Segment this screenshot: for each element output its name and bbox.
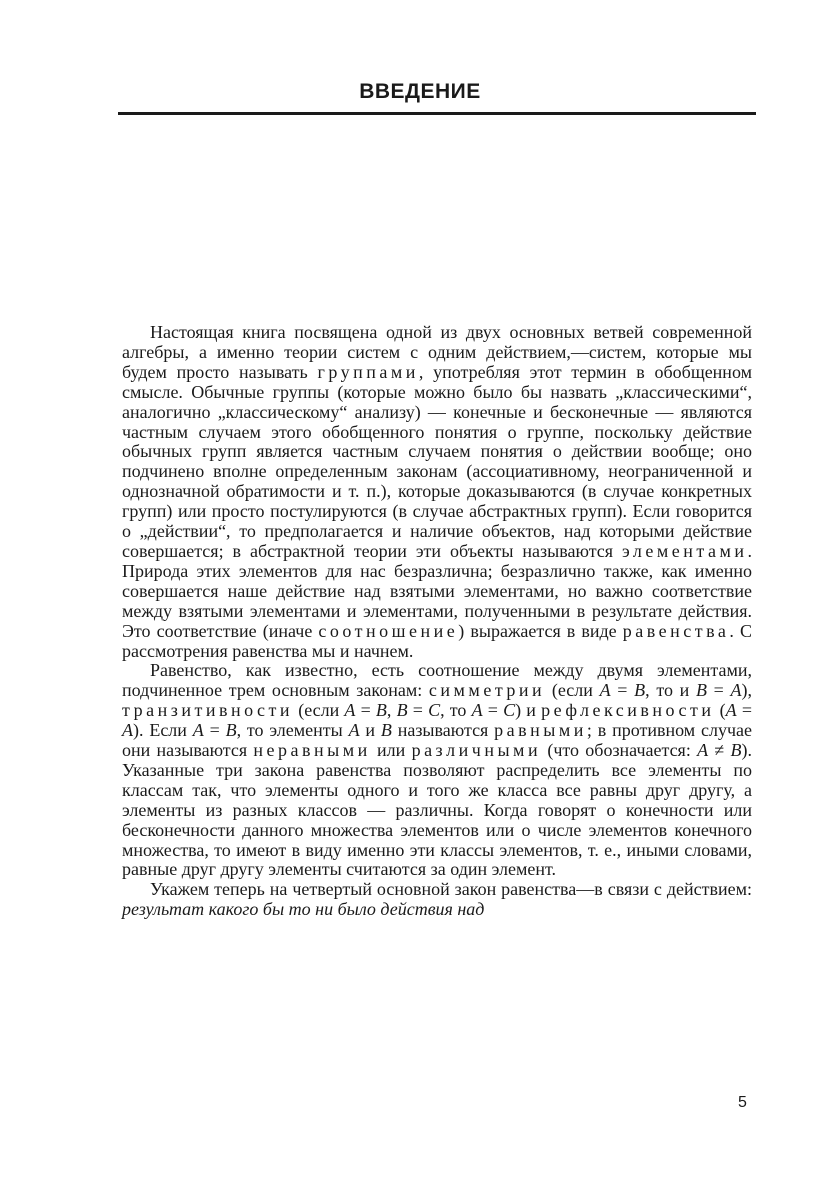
page-title: ВВЕДЕНИЕ [359, 80, 481, 103]
italic-text: A [599, 680, 611, 701]
italic-text: A [725, 700, 737, 721]
italic-text: B [730, 740, 742, 761]
title-underline-rule [118, 112, 756, 115]
italic-text: A [192, 720, 204, 741]
paragraph-1 [122, 323, 752, 661]
text-run: . Природа этих элементов для нас безразлична; безразлично также, как именно совершается наше действие над взятыми элементами, но важно соответствие между взятыми элементами и элементами, полученными в результате действия. Это соответствие (иначе [122, 540, 752, 641]
text-run: , то элементы [236, 720, 349, 741]
text-run: = [407, 700, 429, 721]
text-run: = [355, 700, 376, 721]
text-run: ). Если [133, 720, 193, 741]
emphasized-term: рефлексивности [541, 700, 715, 721]
italic-text: A [730, 680, 742, 701]
italic-text: B [375, 700, 387, 721]
italic-text: A [344, 700, 356, 721]
text-run: . С рассмотрения равенства мы и начнем. [122, 620, 752, 661]
text-run: (если [545, 680, 600, 701]
emphasized-term: группами [317, 361, 419, 382]
text-run: = [482, 700, 504, 721]
text-run: , то и [645, 680, 696, 701]
italic-text: B [380, 720, 392, 741]
text-run: = [706, 680, 731, 701]
text-run: = [610, 680, 635, 701]
text-run: , употребляя этот термин в обобщенном смысле. Обычные группы (которые можно было бы назвать „классическими“, аналогично „классическому“ анализу) — конечные и бесконечные — являются частным случаем этого обобщенного понятия о группе, поскольку действие обычных групп является частным случаем понятия о действии вообще; оно подчинено вполне определенным законам (ассоциативному, неограниченной и однозначной обратимости и т. п.), которые доказываются (в случае конкретных групп) или просто постулируются (в случае абстрактных групп). Если говорится о „действии“, то предполагается и наличие объектов, над которыми действие совершается; в абстрактной теории эти объекты называются [122, 361, 752, 561]
italic-text: A [697, 740, 709, 761]
text-run: ). Указанные три закона равенства позволяют распределить все элементы по классам так, что элементы одного и того же класса все равны друг другу, а элементы из разных классов — различны. Когда говорят о конечности или бесконечности данного множества элементов или о числе элементов конечного множества, то имеют в виду именно эти классы элементов, т. е., иными словами, равные друг другу элементы считаются за один элемент. [122, 740, 752, 880]
italic-text: A [122, 720, 133, 741]
text-run: = [736, 700, 752, 721]
emphasized-term: равными [494, 720, 587, 741]
text-run: Укажем теперь на четвертый основной закон равенства—в связи с действием: [150, 879, 752, 900]
emphasized-term: равенства [622, 620, 730, 641]
italic-text: B [634, 680, 646, 701]
text-run: ≠ [708, 740, 731, 761]
text-run: ) выражается в виде [458, 620, 623, 641]
emphasized-term: неравными [253, 740, 371, 761]
text-run: Равенство, как известно, есть соотношение между двумя элементами, подчиненное трем основным законам: [122, 660, 752, 701]
text-run: ), [741, 680, 753, 701]
paragraph-2 [122, 661, 752, 880]
text-run: ; в противном случае они называются [122, 720, 752, 761]
text-run: , [386, 700, 397, 721]
body-text [122, 323, 752, 920]
page-number: 5 [738, 1094, 747, 1111]
emphasized-term: соотношение [318, 620, 459, 641]
italic-text: C [503, 700, 516, 721]
emphasized-term: элементами [622, 540, 748, 561]
italic-text: C [428, 700, 441, 721]
italic-text: A [348, 720, 360, 741]
text-run: = [203, 720, 226, 741]
text-run: Настоящая книга посвящена одной из двух основных ветвей современной алгебры, а именно теории систем с одним действием,—систем, которые мы будем просто называть [122, 322, 752, 382]
italic-text: B [695, 680, 707, 701]
emphasized-term: симметрии [428, 680, 546, 701]
text-run: ) и [515, 700, 542, 721]
text-run: или [370, 740, 412, 761]
text-run: ( [714, 700, 726, 721]
italic-text: B [396, 700, 408, 721]
paragraph-3 [122, 880, 752, 920]
text-run: называются [391, 720, 495, 741]
text-run: , то [440, 700, 472, 721]
italic-text: результат какого бы то ни было действия над [122, 899, 485, 920]
text-run: и [359, 720, 381, 741]
text-run: (что обозначается: [541, 740, 698, 761]
text-run: (если [293, 700, 345, 721]
italic-text: A [471, 700, 483, 721]
italic-text: B [225, 720, 237, 741]
emphasized-term: различными [411, 740, 542, 761]
emphasized-term: транзитивности [122, 700, 294, 721]
